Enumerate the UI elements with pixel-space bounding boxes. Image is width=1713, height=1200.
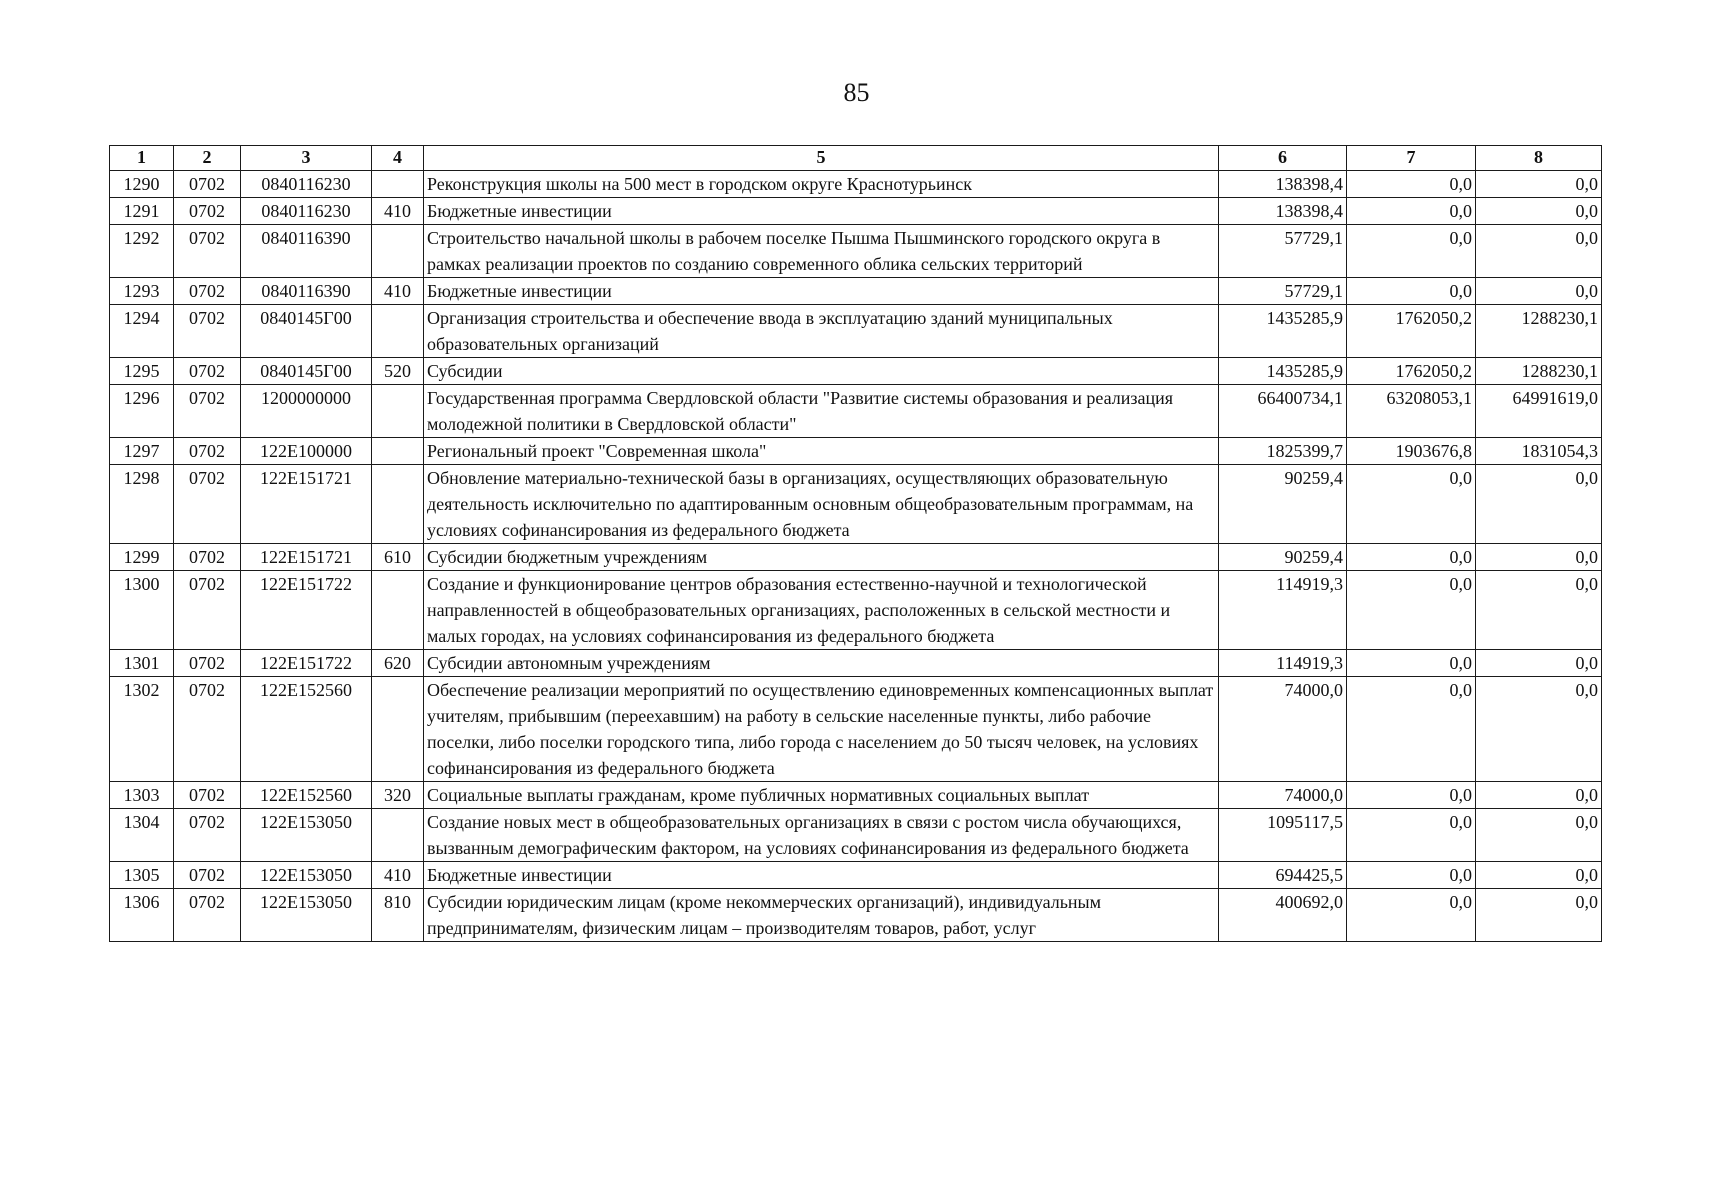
expense-type-code: 410 bbox=[372, 862, 424, 889]
table-row bbox=[110, 278, 1602, 305]
amount-col-8: 0,0 bbox=[1476, 809, 1602, 862]
item-name: Организация строительства и обеспечение ввода в эксплуатацию зданий муниципальных образовательных организаций bbox=[424, 305, 1219, 358]
target-article-code: 0840116390 bbox=[241, 278, 372, 305]
item-name: Государственная программа Свердловской области "Развитие системы образования и реализация молодежной политики в Свердловской области" bbox=[424, 385, 1219, 438]
header-cell: 6 bbox=[1219, 146, 1347, 171]
section-code: 0702 bbox=[174, 198, 241, 225]
amount-col-8: 0,0 bbox=[1476, 225, 1602, 278]
table-row bbox=[110, 171, 1602, 198]
item-name: Строительство начальной школы в рабочем поселке Пышма Пышминского городского округа в рамках реализации проектов по созданию современного облика сельских территорий bbox=[424, 225, 1219, 278]
expense-type-code bbox=[372, 809, 424, 862]
item-name: Субсидии bbox=[424, 358, 1219, 385]
header-cell: 7 bbox=[1347, 146, 1476, 171]
amount-col-8: 0,0 bbox=[1476, 677, 1602, 782]
row-number: 1291 bbox=[110, 198, 174, 225]
budget-table bbox=[109, 145, 1602, 942]
amount-col-6: 138398,4 bbox=[1219, 198, 1347, 225]
table-row bbox=[110, 305, 1602, 358]
expense-type-code bbox=[372, 465, 424, 544]
expense-type-code bbox=[372, 225, 424, 278]
amount-col-6: 694425,5 bbox=[1219, 862, 1347, 889]
header-cell: 1 bbox=[110, 146, 174, 171]
section-code: 0702 bbox=[174, 571, 241, 650]
section-code: 0702 bbox=[174, 677, 241, 782]
row-number: 1301 bbox=[110, 650, 174, 677]
item-name: Создание новых мест в общеобразовательных организациях в связи с ростом числа обучающихся, вызванным демографическим фактором, на условиях софинансирования из федерального бюджета bbox=[424, 809, 1219, 862]
expense-type-code bbox=[372, 571, 424, 650]
amount-col-8: 0,0 bbox=[1476, 862, 1602, 889]
amount-col-7: 0,0 bbox=[1347, 782, 1476, 809]
expense-type-code bbox=[372, 171, 424, 198]
amount-col-6: 57729,1 bbox=[1219, 225, 1347, 278]
row-number: 1300 bbox=[110, 571, 174, 650]
amount-col-6: 74000,0 bbox=[1219, 782, 1347, 809]
header-cell: 5 bbox=[424, 146, 1219, 171]
table-row bbox=[110, 889, 1602, 942]
expense-type-code bbox=[372, 438, 424, 465]
table-row bbox=[110, 677, 1602, 782]
amount-col-7: 0,0 bbox=[1347, 862, 1476, 889]
section-code: 0702 bbox=[174, 385, 241, 438]
expense-type-code bbox=[372, 385, 424, 438]
amount-col-7: 63208053,1 bbox=[1347, 385, 1476, 438]
amount-col-7: 1762050,2 bbox=[1347, 358, 1476, 385]
item-name: Бюджетные инвестиции bbox=[424, 862, 1219, 889]
target-article-code: 122E152560 bbox=[241, 677, 372, 782]
item-name: Реконструкция школы на 500 мест в городском округе Краснотурьинск bbox=[424, 171, 1219, 198]
item-name: Обеспечение реализации мероприятий по осуществлению единовременных компенсационных выплат учителям, прибывшим (переехавшим) на работу в сельские населенные пункты, либо рабочие поселки, либо поселки городского типа, либо города с населением до 50 тысяч человек, на условиях софинансирования из федерального бюджета bbox=[424, 677, 1219, 782]
target-article-code: 122E152560 bbox=[241, 782, 372, 809]
table-row bbox=[110, 225, 1602, 278]
amount-col-8: 0,0 bbox=[1476, 544, 1602, 571]
table-row bbox=[110, 650, 1602, 677]
row-number: 1306 bbox=[110, 889, 174, 942]
amount-col-8: 0,0 bbox=[1476, 465, 1602, 544]
section-code: 0702 bbox=[174, 358, 241, 385]
amount-col-8: 0,0 bbox=[1476, 571, 1602, 650]
section-code: 0702 bbox=[174, 809, 241, 862]
header-cell: 8 bbox=[1476, 146, 1602, 171]
item-name: Создание и функционирование центров образования естественно-научной и технологической направленностей в общеобразовательных организациях, расположенных в сельской местности и малых городах, на условиях софинансирования из федерального бюджета bbox=[424, 571, 1219, 650]
amount-col-7: 0,0 bbox=[1347, 544, 1476, 571]
item-name: Региональный проект "Современная школа" bbox=[424, 438, 1219, 465]
amount-col-8: 1831054,3 bbox=[1476, 438, 1602, 465]
item-name: Бюджетные инвестиции bbox=[424, 278, 1219, 305]
table-row bbox=[110, 809, 1602, 862]
amount-col-8: 0,0 bbox=[1476, 782, 1602, 809]
item-name: Субсидии автономным учреждениям bbox=[424, 650, 1219, 677]
target-article-code: 0840116230 bbox=[241, 171, 372, 198]
item-name: Субсидии юридическим лицам (кроме некоммерческих организаций), индивидуальным предпринимателям, физическим лицам – производителям товаров, работ, услуг bbox=[424, 889, 1219, 942]
target-article-code: 122E153050 bbox=[241, 862, 372, 889]
row-number: 1299 bbox=[110, 544, 174, 571]
amount-col-8: 0,0 bbox=[1476, 278, 1602, 305]
amount-col-8: 0,0 bbox=[1476, 198, 1602, 225]
amount-col-8: 1288230,1 bbox=[1476, 358, 1602, 385]
target-article-code: 0840116390 bbox=[241, 225, 372, 278]
target-article-code: 122E151722 bbox=[241, 650, 372, 677]
amount-col-6: 138398,4 bbox=[1219, 171, 1347, 198]
section-code: 0702 bbox=[174, 278, 241, 305]
amount-col-6: 1435285,9 bbox=[1219, 305, 1347, 358]
amount-col-7: 0,0 bbox=[1347, 225, 1476, 278]
section-code: 0702 bbox=[174, 650, 241, 677]
target-article-code: 122E151722 bbox=[241, 571, 372, 650]
section-code: 0702 bbox=[174, 782, 241, 809]
item-name: Субсидии бюджетным учреждениям bbox=[424, 544, 1219, 571]
row-number: 1290 bbox=[110, 171, 174, 198]
amount-col-7: 0,0 bbox=[1347, 465, 1476, 544]
table-row bbox=[110, 438, 1602, 465]
section-code: 0702 bbox=[174, 544, 241, 571]
expense-type-code bbox=[372, 305, 424, 358]
row-number: 1303 bbox=[110, 782, 174, 809]
amount-col-6: 400692,0 bbox=[1219, 889, 1347, 942]
target-article-code: 122E151721 bbox=[241, 544, 372, 571]
table-row bbox=[110, 385, 1602, 438]
amount-col-7: 0,0 bbox=[1347, 571, 1476, 650]
amount-col-6: 1095117,5 bbox=[1219, 809, 1347, 862]
amount-col-6: 90259,4 bbox=[1219, 465, 1347, 544]
row-number: 1292 bbox=[110, 225, 174, 278]
table-row bbox=[110, 544, 1602, 571]
table-row bbox=[110, 862, 1602, 889]
header-cell: 3 bbox=[241, 146, 372, 171]
amount-col-7: 0,0 bbox=[1347, 171, 1476, 198]
target-article-code: 122E100000 bbox=[241, 438, 372, 465]
amount-col-7: 0,0 bbox=[1347, 889, 1476, 942]
item-name: Социальные выплаты гражданам, кроме публичных нормативных социальных выплат bbox=[424, 782, 1219, 809]
section-code: 0702 bbox=[174, 225, 241, 278]
row-number: 1295 bbox=[110, 358, 174, 385]
item-name: Обновление материально-технической базы в организациях, осуществляющих образовательную деятельность исключительно по адаптированным основным общеобразовательным программам, на условиях софинансирования из федерального бюджета bbox=[424, 465, 1219, 544]
amount-col-6: 90259,4 bbox=[1219, 544, 1347, 571]
amount-col-6: 74000,0 bbox=[1219, 677, 1347, 782]
header-cell: 4 bbox=[372, 146, 424, 171]
amount-col-8: 64991619,0 bbox=[1476, 385, 1602, 438]
table-row bbox=[110, 358, 1602, 385]
amount-col-8: 0,0 bbox=[1476, 171, 1602, 198]
expense-type-code: 320 bbox=[372, 782, 424, 809]
target-article-code: 0840116230 bbox=[241, 198, 372, 225]
amount-col-6: 1435285,9 bbox=[1219, 358, 1347, 385]
table-row bbox=[110, 782, 1602, 809]
expense-type-code: 810 bbox=[372, 889, 424, 942]
section-code: 0702 bbox=[174, 305, 241, 358]
row-number: 1304 bbox=[110, 809, 174, 862]
table-row bbox=[110, 198, 1602, 225]
row-number: 1294 bbox=[110, 305, 174, 358]
target-article-code: 122E151721 bbox=[241, 465, 372, 544]
amount-col-6: 66400734,1 bbox=[1219, 385, 1347, 438]
row-number: 1297 bbox=[110, 438, 174, 465]
page-number: 85 bbox=[843, 78, 870, 107]
amount-col-7: 1762050,2 bbox=[1347, 305, 1476, 358]
header-cell: 2 bbox=[174, 146, 241, 171]
expense-type-code: 520 bbox=[372, 358, 424, 385]
target-article-code: 0840145Г00 bbox=[241, 305, 372, 358]
target-article-code: 122E153050 bbox=[241, 809, 372, 862]
amount-col-7: 0,0 bbox=[1347, 650, 1476, 677]
expense-type-code: 620 bbox=[372, 650, 424, 677]
target-article-code: 0840145Г00 bbox=[241, 358, 372, 385]
header-row bbox=[110, 146, 1602, 171]
expense-type-code bbox=[372, 677, 424, 782]
row-number: 1298 bbox=[110, 465, 174, 544]
table-row bbox=[110, 571, 1602, 650]
amount-col-6: 114919,3 bbox=[1219, 650, 1347, 677]
amount-col-7: 1903676,8 bbox=[1347, 438, 1476, 465]
row-number: 1296 bbox=[110, 385, 174, 438]
amount-col-7: 0,0 bbox=[1347, 677, 1476, 782]
expense-type-code: 610 bbox=[372, 544, 424, 571]
table-row bbox=[110, 465, 1602, 544]
section-code: 0702 bbox=[174, 889, 241, 942]
section-code: 0702 bbox=[174, 171, 241, 198]
amount-col-6: 114919,3 bbox=[1219, 571, 1347, 650]
amount-col-8: 0,0 bbox=[1476, 889, 1602, 942]
expense-type-code: 410 bbox=[372, 278, 424, 305]
section-code: 0702 bbox=[174, 862, 241, 889]
amount-col-7: 0,0 bbox=[1347, 278, 1476, 305]
row-number: 1293 bbox=[110, 278, 174, 305]
row-number: 1305 bbox=[110, 862, 174, 889]
target-article-code: 122E153050 bbox=[241, 889, 372, 942]
amount-col-7: 0,0 bbox=[1347, 198, 1476, 225]
amount-col-8: 0,0 bbox=[1476, 650, 1602, 677]
section-code: 0702 bbox=[174, 465, 241, 544]
item-name: Бюджетные инвестиции bbox=[424, 198, 1219, 225]
expense-type-code: 410 bbox=[372, 198, 424, 225]
amount-col-6: 1825399,7 bbox=[1219, 438, 1347, 465]
amount-col-8: 1288230,1 bbox=[1476, 305, 1602, 358]
target-article-code: 1200000000 bbox=[241, 385, 372, 438]
amount-col-6: 57729,1 bbox=[1219, 278, 1347, 305]
section-code: 0702 bbox=[174, 438, 241, 465]
row-number: 1302 bbox=[110, 677, 174, 782]
amount-col-7: 0,0 bbox=[1347, 809, 1476, 862]
